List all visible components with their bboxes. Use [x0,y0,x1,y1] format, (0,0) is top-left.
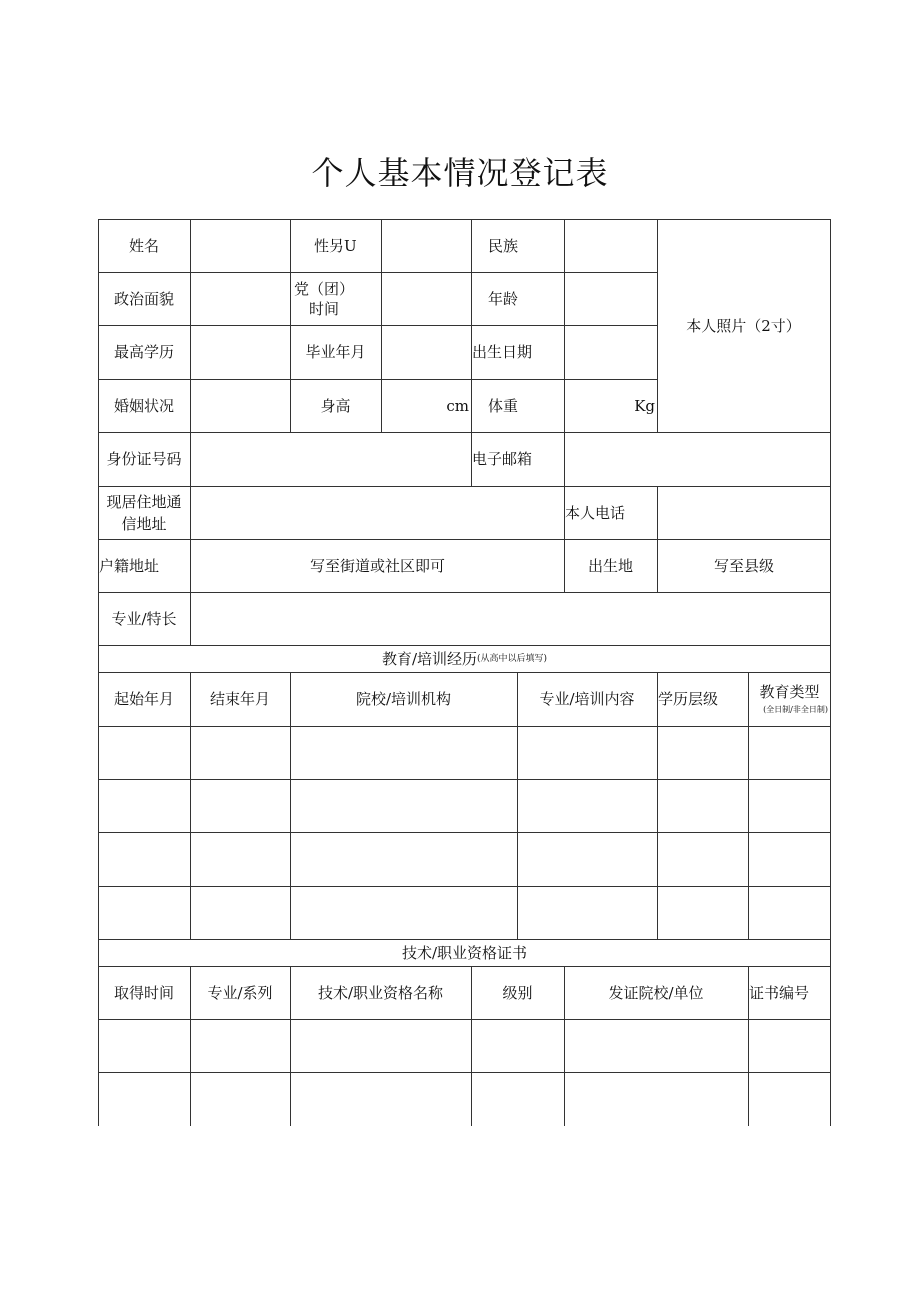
edu-col-type-label: 教育类型 [759,683,820,701]
address-field[interactable] [191,487,564,539]
age-label: 年龄 [488,289,519,308]
birth-date-label: 出生日期 [472,343,533,361]
id-number-label: 身份证号码 [106,450,182,468]
name-label: 姓名 [128,236,159,255]
grad-date-field[interactable] [382,326,471,379]
specialty-field[interactable] [191,593,830,645]
ethnicity-field[interactable] [565,220,657,272]
gender-label: 性另U [314,236,357,255]
table-row[interactable] [99,887,830,939]
hukou-label: 户籍地址 [99,556,160,575]
cert-col-series: 专业/系列 [207,983,273,1002]
email-label: 电子邮箱 [472,450,533,468]
cert-col-date: 取得时间 [113,983,174,1002]
address-label: 现居住地通信地址 [106,492,182,533]
edu-col-level: 学历层级 [658,690,719,708]
height-field[interactable]: cm [446,396,469,415]
cert-col-number: 证书编号 [749,983,810,1002]
page-title: 个人基本情况登记表 [311,154,609,192]
cert-col-name: 技术/职业资格名称 [317,983,444,1002]
height-label: 身高 [320,396,351,415]
edu-col-end: 结束年月 [209,690,270,708]
age-field[interactable] [565,273,657,325]
name-field[interactable] [191,220,290,272]
photo-box[interactable]: 本人照片（2寸） [686,316,801,335]
email-field[interactable] [565,433,830,486]
education-section-title: 教育/培训经历 [381,649,478,668]
party-time-label: 党（团）时间 [294,279,355,318]
edu-col-type [748,672,831,726]
hukou-field[interactable]: 写至街道或社区即可 [309,556,445,575]
weight-field[interactable]: Kg [634,396,655,415]
politics-label: 政治面貌 [113,289,174,308]
ethnicity-label: 民族 [488,236,519,255]
politics-field[interactable] [191,273,290,325]
education-section-header [98,645,831,672]
table-row[interactable] [99,1073,830,1126]
specialty-label: 专业/特长 [111,609,177,628]
birthplace-label: 出生地 [587,556,633,575]
phone-field[interactable] [658,487,830,539]
table-row[interactable] [99,727,830,779]
table-row[interactable] [99,1020,830,1072]
gender-field[interactable] [382,220,471,272]
party-time-field[interactable] [382,273,471,325]
cert-col-level: 级别 [502,983,533,1002]
marital-field[interactable] [191,380,290,432]
cert-col-issuer: 发证院校/单位 [608,983,704,1002]
education-field[interactable] [191,326,290,379]
weight-label: 体重 [488,396,519,415]
edu-col-school: 院校/培训机构 [355,690,452,708]
registration-form [98,219,831,1126]
edu-col-type-note: (全日制/非全日制) [763,705,828,714]
grad-date-label: 毕业年月 [305,343,366,361]
marital-label: 婚姻状况 [113,396,174,415]
table-row[interactable] [99,833,830,886]
education-label: 最高学历 [113,343,174,361]
table-row[interactable] [99,780,830,832]
birthplace-field[interactable]: 写至县级 [713,556,774,575]
edu-col-major: 专业/培训内容 [539,690,635,708]
phone-label: 本人电话 [565,503,626,522]
edu-col-start: 起始年月 [113,690,174,708]
birth-date-field[interactable] [565,326,657,379]
education-section-note: (从高中以后填写) [477,653,548,664]
certificates-section-title: 技术/职业资格证书 [401,943,528,962]
